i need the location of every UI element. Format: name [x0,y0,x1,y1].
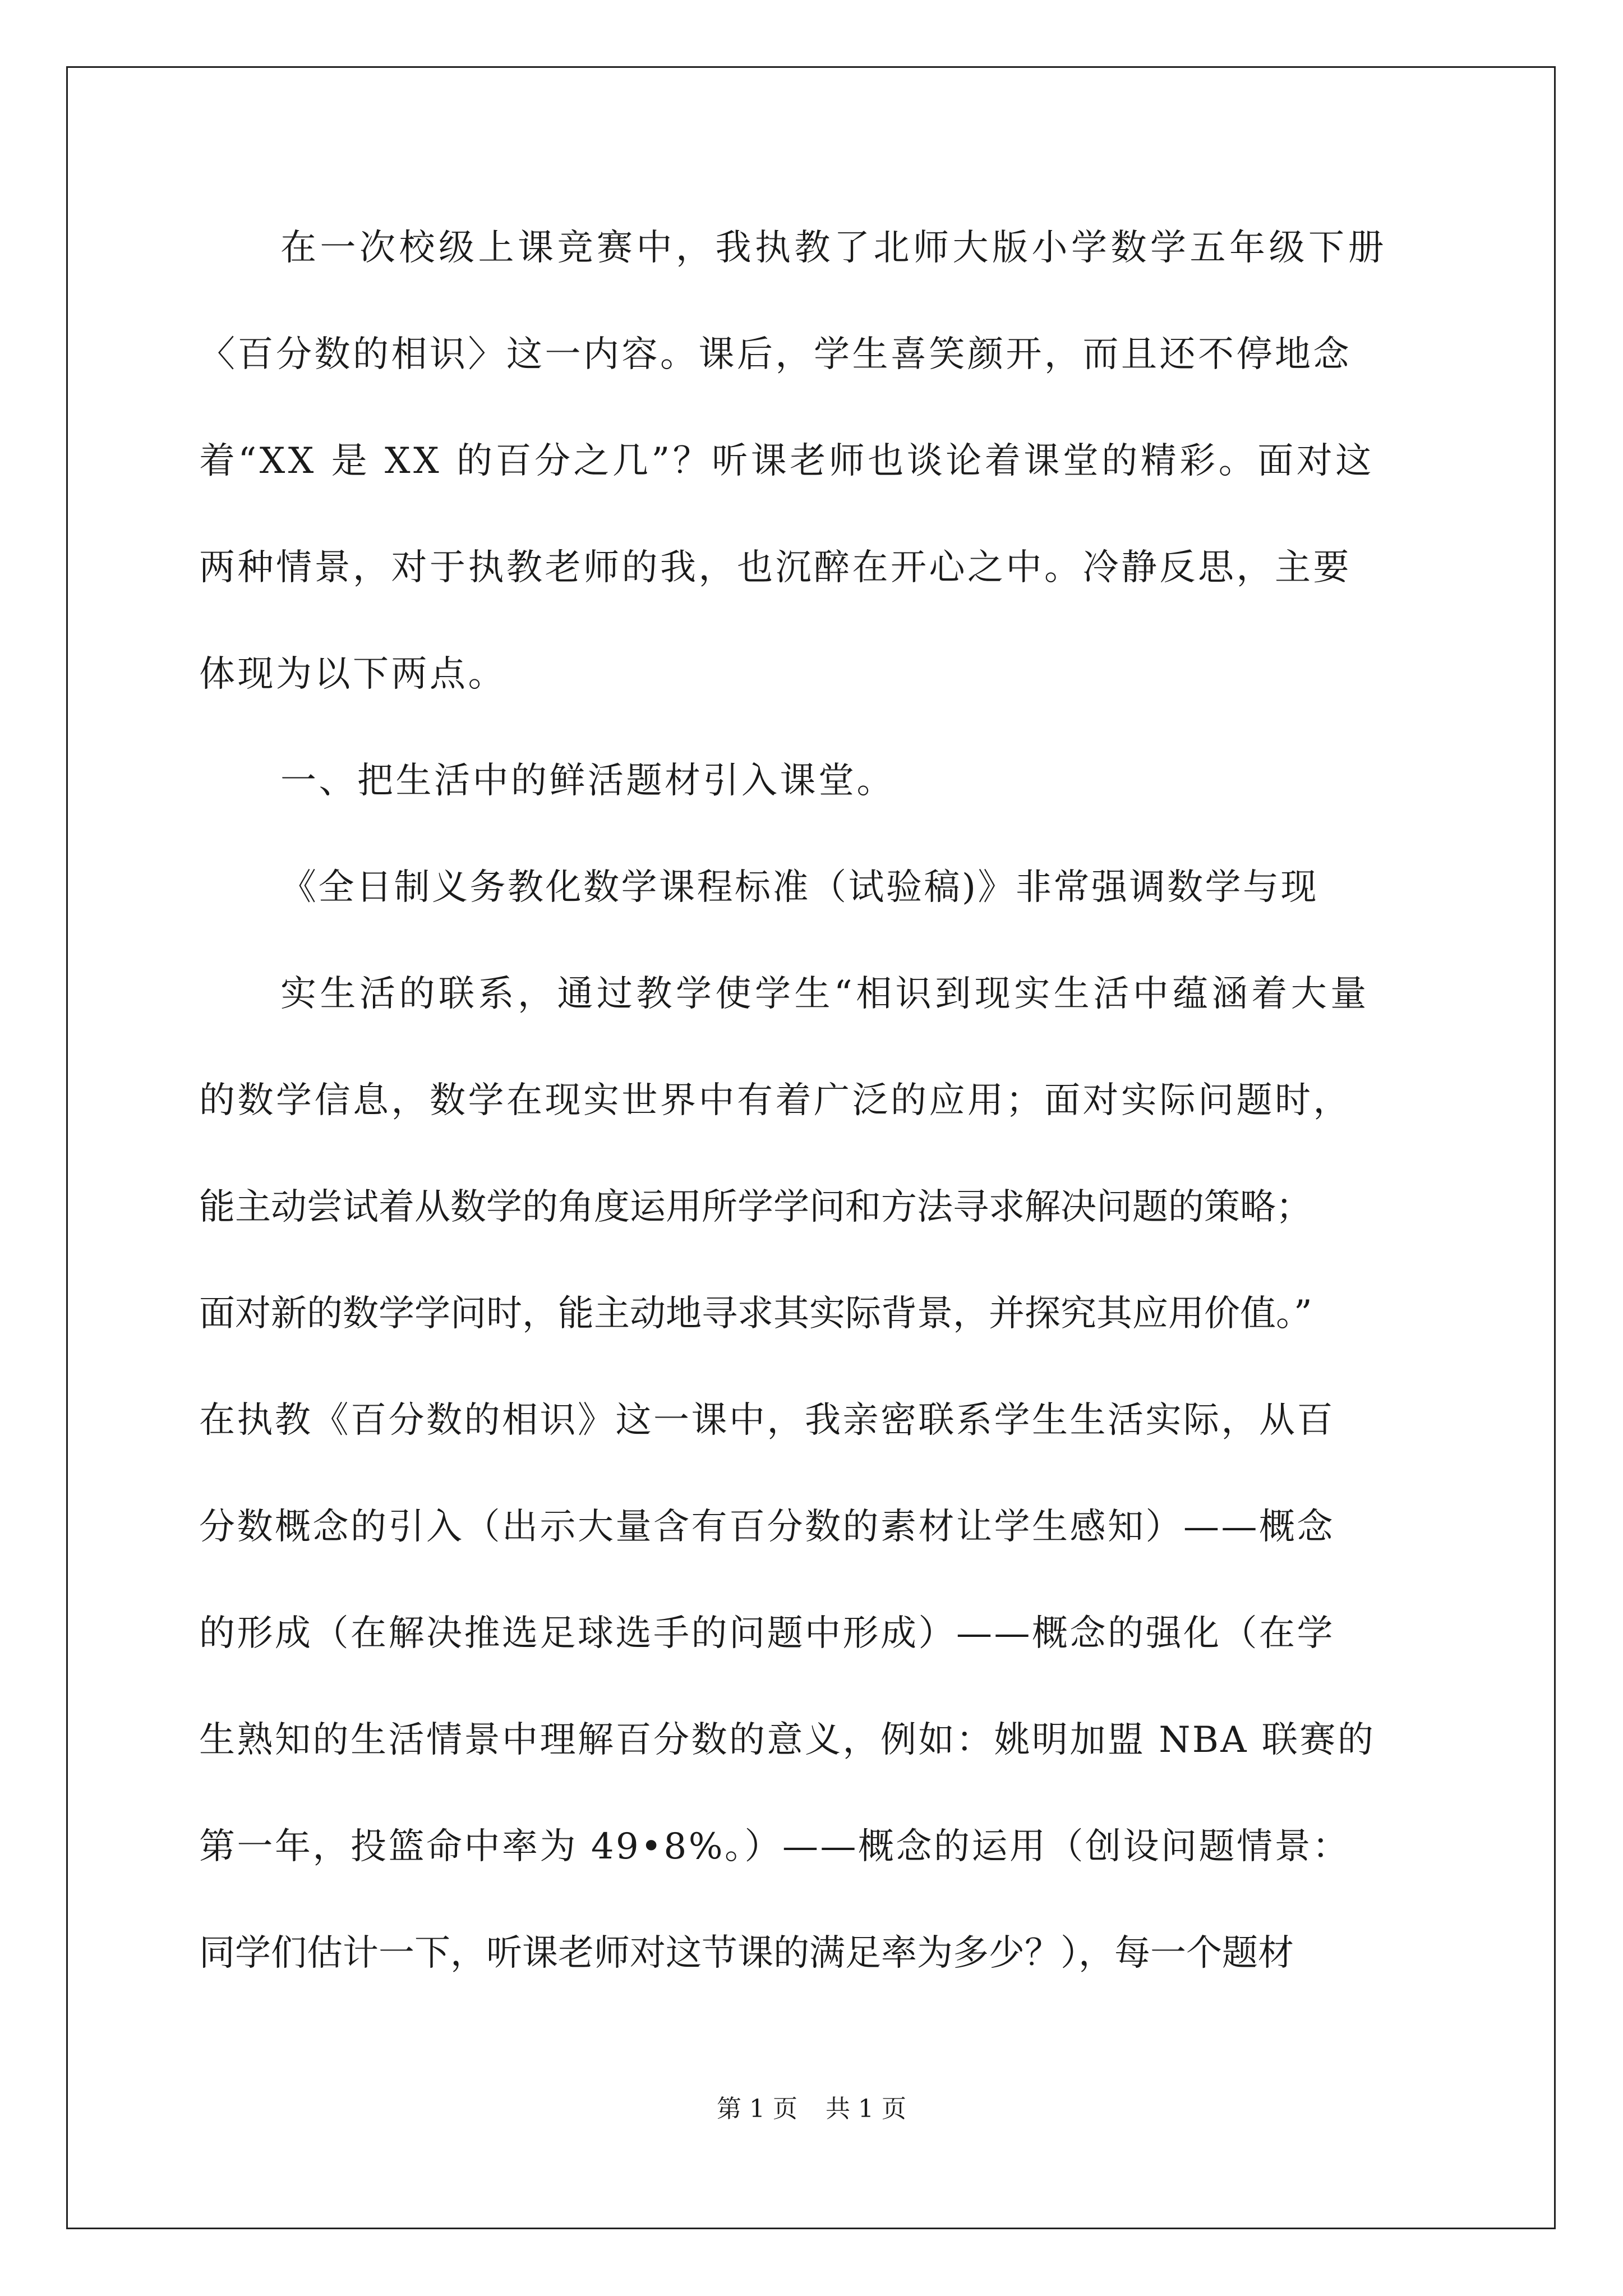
page-number: 第 1 页 [717,2095,797,2123]
paragraph-line: 的形成（在解决推选足球选手的问题中形成）——概念的强化（在学 [199,1613,1335,1654]
page-total: 共 1 页 [826,2095,906,2123]
paragraph-line: 第一年，投篮命中率为 49•8%。）——概念的运用（创设问题情景： [199,1826,1350,1867]
paragraph-line: 《全日制义务教化数学课程标准（试验稿)》非常强调数学与现 [280,867,1318,908]
page-footer [0,2092,1623,2126]
paragraph-line: 两种情景，对于执教老师的我，也沉醉在开心之中。冷静反思，主要 [199,547,1352,588]
paragraph-line: 〈百分数的相识〉这一内容。课后，学生喜笑颜开，而且还不停地念 [199,334,1352,375]
page-border [66,66,1556,2229]
paragraph-line: 着“XX 是 XX 的百分之几”？听课老师也谈论着课堂的精彩。面对这 [199,440,1375,482]
paragraph-line: 体现为以下两点。 [199,654,506,695]
paragraph-line: 的数学信息，数学在现实世界中有着广泛的应用；面对实际问题时， [199,1080,1352,1121]
paragraph-line: 在一次校级上课竞赛中，我执教了北师大版小学数学五年级下册 [280,227,1387,269]
paragraph-line: 面对新的数学学问时，能主动地寻求其实际背景，并探究其应用价值。” [199,1293,1312,1335]
paragraph-line: 分数概念的引入（出示大量含有百分数的素材让学生感知）——概念 [199,1506,1335,1548]
paragraph-line: 在执教《百分数的相识》这一课中，我亲密联系学生生活实际，从百 [199,1400,1335,1441]
paragraph-line: 实生活的联系，通过教学使学生“相识到现实生活中蕴涵着大量 [280,973,1370,1015]
paragraph-line: 生熟知的生活情景中理解百分数的意义，例如：姚明加盟 NBA 联赛的 [199,1719,1376,1761]
paragraph-line: 同学们估计一下，听课老师对这节课的满足率为多少？），每一个题材 [199,1932,1294,1974]
paragraph-line: 能主动尝试着从数学的角度运用所学学问和方法寻求解决问题的策略； [199,1186,1312,1228]
section-heading: 一、把生活中的鲜活题材引入课堂。 [280,760,895,802]
